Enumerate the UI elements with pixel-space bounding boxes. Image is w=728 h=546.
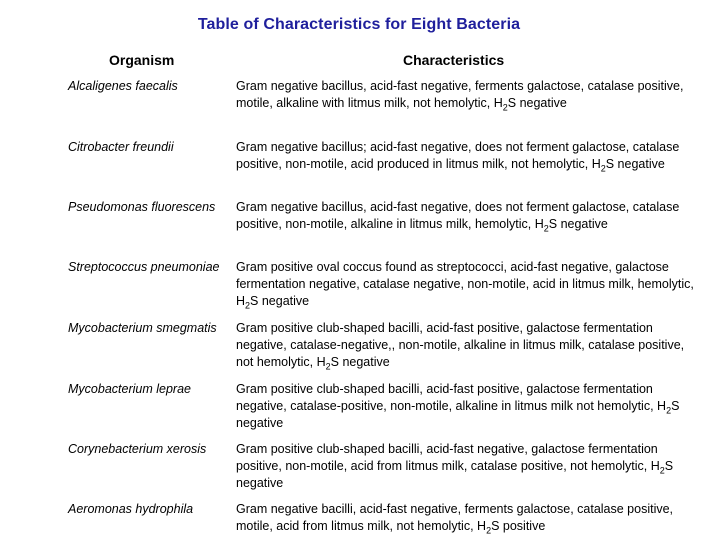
organism-name: Mycobacterium smegmatis [68, 321, 217, 335]
page-title: Table of Characteristics for Eight Bacteria [197, 16, 521, 33]
organism-name: Mycobacterium leprae [68, 382, 191, 396]
organism-column-header: Organism [109, 52, 175, 68]
table-row [0, 139, 728, 199]
table-row [0, 381, 728, 441]
characteristics-column-header: Characteristics [403, 52, 505, 68]
organism-name: Corynebacterium xerosis [68, 442, 207, 456]
table-row [0, 199, 728, 259]
table-row [0, 501, 728, 541]
bacteria-table [0, 78, 728, 541]
organism-name: Citrobacter freundii [68, 140, 174, 154]
characteristics-text: Gram negative bacillus; acid-fast negative, does not ferment galactose, catalase positive, non-motile, acid produced in litmus milk, not hemolytic, $H_2S$ negative [236, 140, 680, 174]
organism-name: Aeromonas hydrophila [68, 502, 194, 516]
characteristics-text: Gram positive oval coccus found as streptococci, acid-fast negative, galactose fermentation negative, catalase negative, non-motile, acid in litmus milk, hemolytic, $H_2S$ negative [236, 260, 694, 311]
organism-name: Alcaligenes faecalis [68, 79, 178, 93]
characteristics-text: Gram positive club-shaped bacilli, acid-fast positive, galactose fermentation negative, catalase-negative,, non-motile, alkaline in litmus milk, catalase positive, not hemolytic, $H_2S$ negative [236, 321, 685, 372]
table-row [0, 259, 728, 320]
organism-name: Pseudomonas fluorescens [68, 200, 216, 214]
characteristics-text: Gram positive club-shaped bacilli, acid-fast negative, galactose fermentation positive, non-motile, acid from litmus milk, catalase positive, not hemolytic, $H_2S$ negative [236, 442, 674, 490]
characteristics-text: Gram negative bacillus, acid-fast negative, does not ferment galactose, catalase positive, non-motile, alkaline in litmus milk, hemolytic, $H_2S$ negative [236, 200, 680, 234]
table-row [0, 78, 728, 139]
table-row [0, 441, 728, 501]
organism-name: Streptococcus pneumoniae [68, 260, 220, 274]
characteristics-text: Gram negative bacillus, acid-fast negative, ferments galactose, catalase positive, motile, alkaline with litmus milk, not hemolytic, $H_2S$ negative [236, 79, 684, 113]
characteristics-text: Gram positive club-shaped bacilli, acid-fast positive, galactose fermentation negative, catalase-positive, non-motile, alkaline in litmus milk not hemolytic, $H_2S$ negative [236, 382, 680, 430]
characteristics-text: Gram negative bacilli, acid-fast negative, ferments galactose, catalase positive, motile, acid from litmus milk, not hemolytic, $H_2S$ positive [236, 502, 674, 536]
table-row [0, 320, 728, 381]
